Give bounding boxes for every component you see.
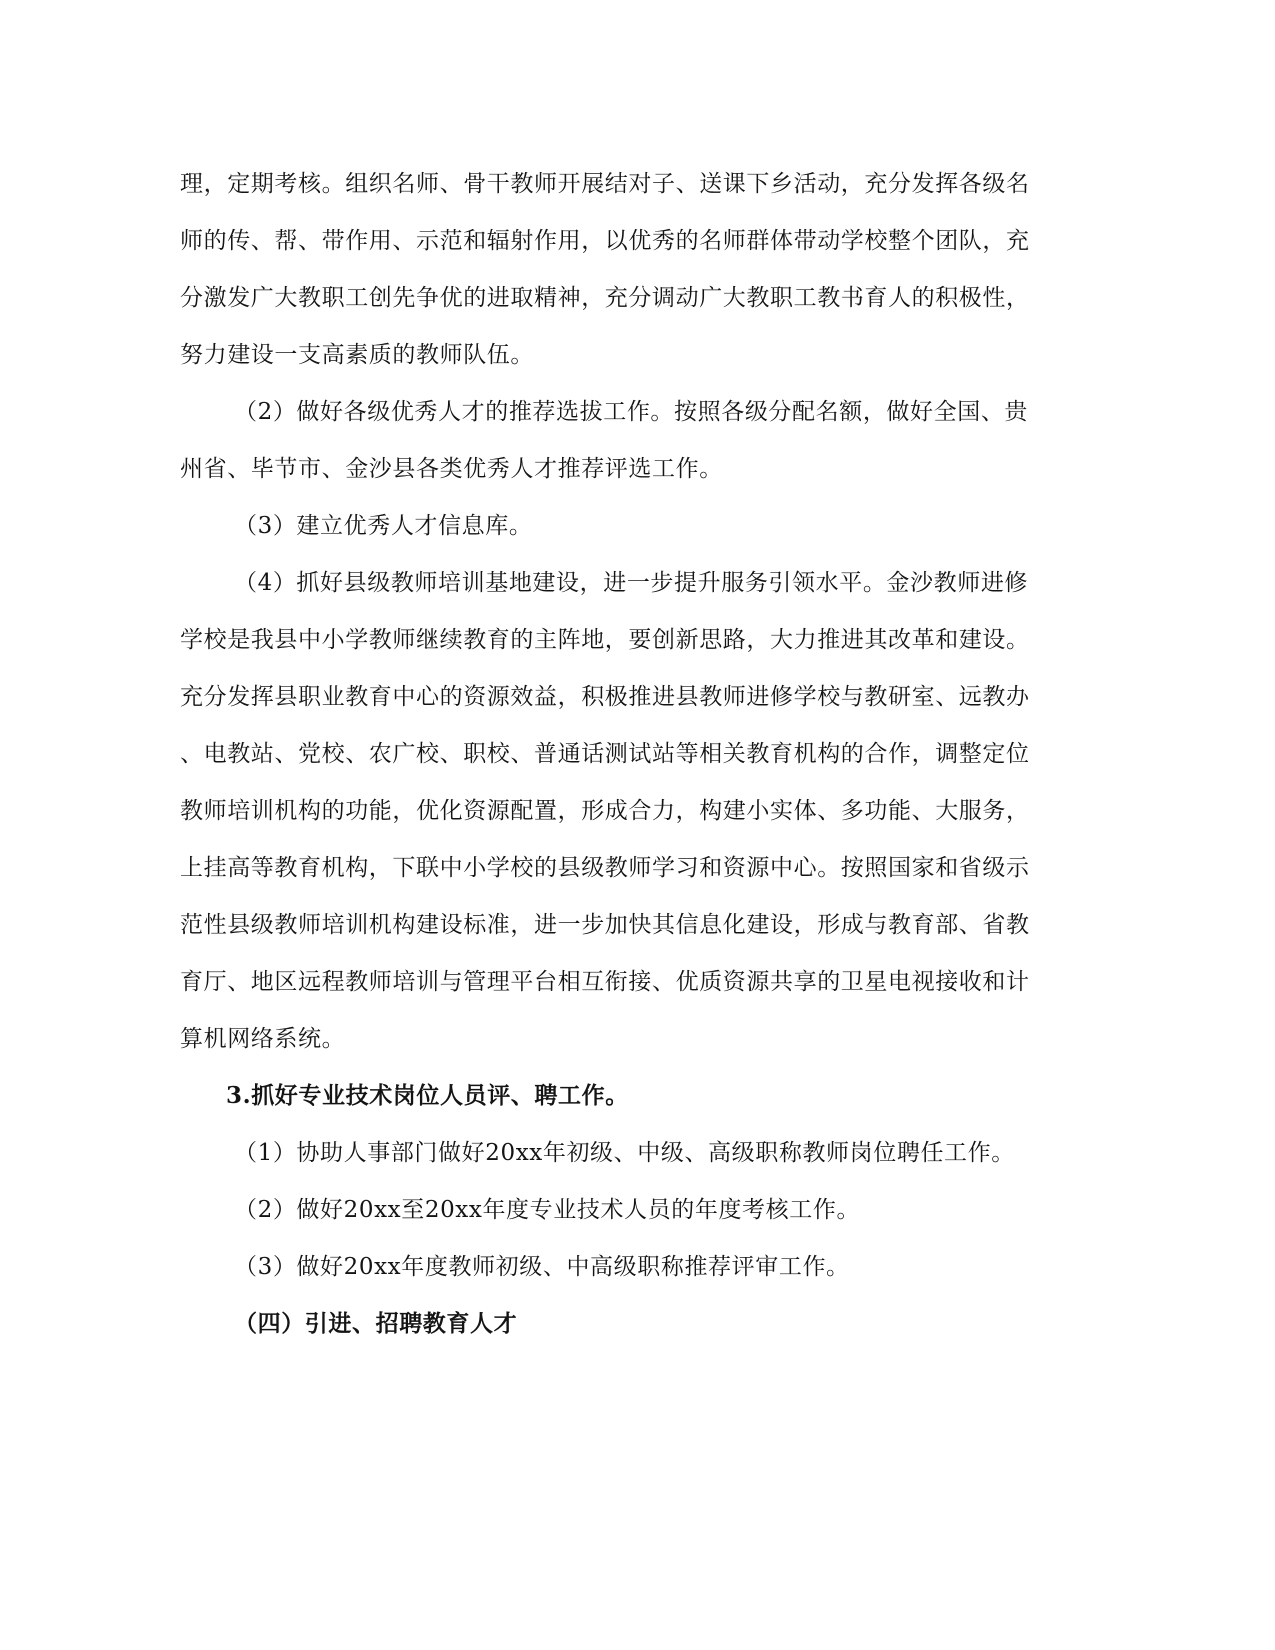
list-item: （1）协助人事部门做好20xx年初级、中级、高级职称教师岗位聘任工作。 — [234, 1140, 1015, 1166]
paragraph-line: 育厅、地区远程教师培训与管理平台相互衔接、优质资源共享的卫星电视接收和计 — [180, 969, 1030, 995]
paragraph-line: 充分发挥县职业教育中心的资源效益，积极推进县教师进修学校与教研室、远教办 — [180, 684, 1030, 710]
paragraph-line: 理，定期考核。组织名师、骨干教师开展结对子、送课下乡活动，充分发挥各级名 — [180, 171, 1030, 197]
section-heading: 3.抓好专业技术岗位人员评、聘工作。 — [226, 1082, 629, 1109]
paragraph-line: （2）做好各级优秀人才的推荐选拔工作。按照各级分配名额，做好全国、贵 — [234, 399, 1029, 425]
list-item: （3）做好20xx年度教师初级、中高级职称推荐评审工作。 — [234, 1254, 850, 1280]
paragraph-line: 努力建设一支高素质的教师队伍。 — [180, 342, 534, 368]
paragraph-line: 范性县级教师培训机构建设标准，进一步加快其信息化建设，形成与教育部、省教 — [180, 912, 1030, 938]
list-item: （2）做好20xx至20xx年度专业技术人员的年度考核工作。 — [234, 1197, 861, 1223]
paragraph-line: 教师培训机构的功能，优化资源配置，形成合力，构建小实体、多功能、大服务， — [180, 798, 1030, 824]
paragraph-line: 算机网络系统。 — [180, 1026, 346, 1052]
paragraph-line: 分激发广大教职工创先争优的进取精神，充分调动广大教职工教书育人的积极性， — [180, 285, 1030, 311]
paragraph-line: （4）抓好县级教师培训基地建设，进一步提升服务引领水平。金沙教师进修 — [234, 570, 1029, 596]
paragraph-line: 上挂高等教育机构，下联中小学校的县级教师学习和资源中心。按照国家和省级示 — [180, 855, 1030, 881]
paragraph-line: 、电教站、党校、农广校、职校、普通话测试站等相关教育机构的合作，调整定位 — [180, 741, 1030, 767]
paragraph-line: 州省、毕节市、金沙县各类优秀人才推荐评选工作。 — [180, 456, 723, 482]
paragraph-line: （3）建立优秀人才信息库。 — [234, 513, 533, 539]
paragraph-line: 学校是我县中小学教师继续教育的主阵地，要创新思路，大力推进其改革和建设。 — [180, 627, 1030, 653]
section-heading: （四）引进、招聘教育人才 — [234, 1310, 518, 1337]
paragraph-line: 师的传、帮、带作用、示范和辐射作用，以优秀的名师群体带动学校整个团队，充 — [180, 228, 1030, 254]
